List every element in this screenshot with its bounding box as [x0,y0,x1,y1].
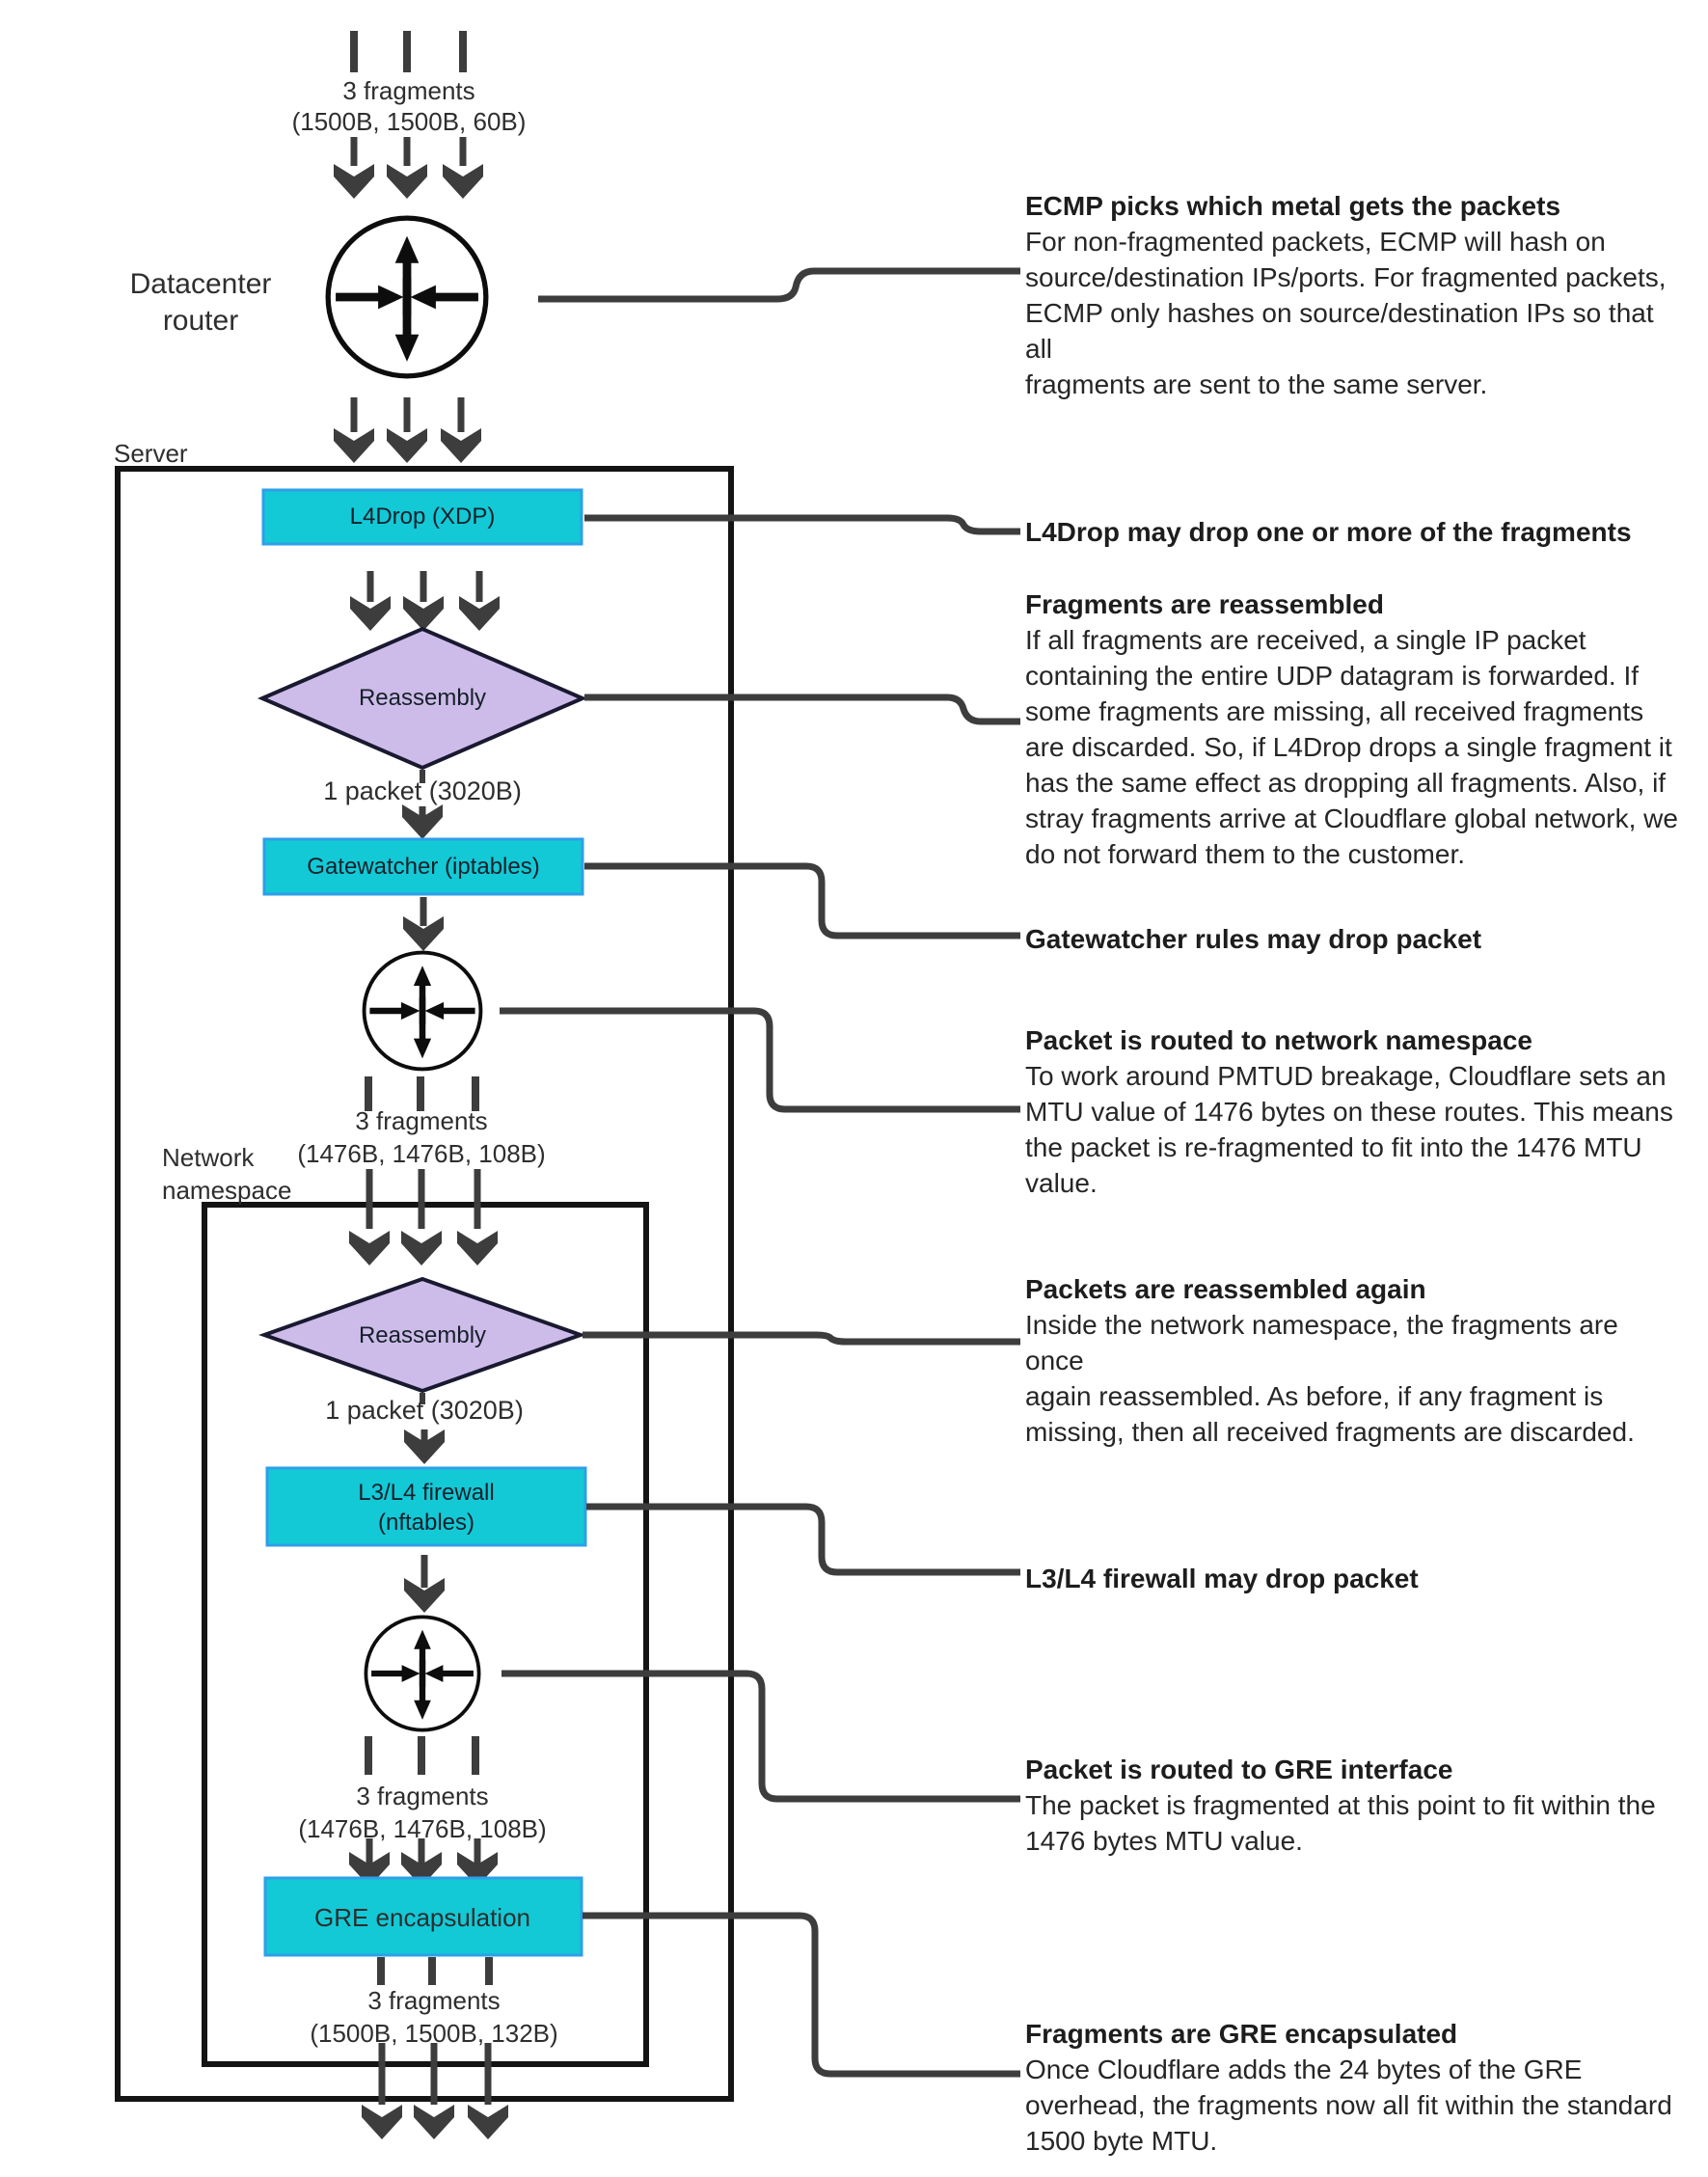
arrows-exit [362,2043,508,2139]
annotation-line: are discarded. So, if L4Drop drops a single fragment it [1025,732,1672,762]
annotation-block [1025,1561,1681,1596]
annotation-line: Once Cloudflare adds the 24 bytes of the GRE [1025,2055,1583,2084]
annotation-line: has the same effect as dropping all fragments. Also, if [1025,768,1667,798]
gre-label: GRE encapsulation [313,1903,531,1932]
packet1-label: 1 packet (3020B) [323,776,522,805]
server-label: Server [114,439,188,468]
firewall-label-2: (nftables) [377,1510,475,1536]
arrows-l4drop-to-reassembly [350,571,500,631]
gre-router-icon [366,1617,478,1729]
annotation-heading: Gatewatcher rules may drop packet [1025,924,1482,954]
annotation-line: the packet is re-fragmented to fit into the 1476 MTU [1025,1132,1642,1162]
annotation-heading: Fragments are reassembled [1025,589,1384,619]
mid-fragments-label: 3 fragments [355,1106,488,1135]
annotation-line: 1476 bytes MTU value. [1025,1826,1303,1856]
annotation-line: stray fragments arrive at Cloudflare global network, we [1025,803,1678,833]
network-namespace-label-1: Network [162,1143,255,1172]
arrows-into-namespace [349,1169,498,1265]
datacenter-router-label-1: Datacenter [129,268,272,300]
annotation-line: For non-fragmented packets, ECMP will hash on [1025,227,1606,257]
annotation-line: MTU value of 1476 bytes on these routes. This means [1025,1097,1673,1127]
datacenter-router-label-2: router [162,305,239,337]
annotation-line: value. [1025,1168,1098,1198]
annotation-block [1025,921,1681,957]
annotation-line: fragments are sent to the same server. [1025,369,1488,399]
arrows-into-router [334,137,483,199]
gre-fragments-sizes: (1476B, 1476B, 108B) [298,1814,547,1843]
annotation-heading: L4Drop may drop one or more of the fragments [1025,517,1632,547]
reassembly2-label: Reassembly [358,1322,487,1348]
namespace-router-icon [365,953,481,1070]
bottom-fragments-sizes: (1500B, 1500B, 132B) [310,2019,558,2048]
annotation-block [1025,1022,1681,1201]
annotation-heading: Packets are reassembled again [1025,1274,1426,1304]
annotation-block [1025,1271,1681,1450]
bottom-fragments-label: 3 fragments [367,1986,501,2015]
annotation-line: Inside the network namespace, the fragments are once [1025,1310,1618,1375]
fragment-ticks-bottom [381,1957,489,1985]
annotation-line: overhead, the fragments now all fit within the standard [1025,2090,1672,2120]
datacenter-router-icon [328,218,486,376]
annotation-line: 1500 byte MTU. [1025,2126,1218,2156]
fragment-ticks-top [354,31,463,72]
annotation-line: some fragments are missing, all received fragments [1025,696,1644,726]
annotation-line: missing, then all received fragments are discarded. [1025,1417,1635,1447]
gatewatcher-label: Gatewatcher (iptables) [307,854,540,880]
annotation-line: The packet is fragmented at this point to fit within the [1025,1790,1656,1820]
annotation-heading: ECMP picks which metal gets the packets [1025,191,1561,221]
annotation-line: If all fragments are received, a single IP packet [1025,625,1586,655]
annotation-heading: L3/L4 firewall may drop packet [1025,1564,1419,1593]
annotation-heading: Packet is routed to GRE interface [1025,1755,1453,1784]
annotation-line: source/destination IPs/ports. For fragmented packets, [1025,262,1667,292]
annotation-block [1025,2016,1681,2159]
firewall-label-1: L3/L4 firewall [358,1480,495,1506]
reassembly1-label: Reassembly [358,685,487,711]
network-namespace-label-2: namespace [162,1176,292,1205]
annotation-block [1025,188,1681,402]
arrows-router-to-server [334,397,481,463]
annotation-line: To work around PMTUD breakage, Cloudflare sets an [1025,1061,1667,1091]
annotation-line: ECMP only hashes on source/destination IPs so that all [1025,298,1654,364]
top-fragments-sizes: (1500B, 1500B, 60B) [291,107,527,136]
annotation-block [1025,586,1681,872]
annotation-block [1025,514,1681,550]
gre-fragments-label: 3 fragments [356,1782,489,1810]
annotation-heading: Packet is routed to network namespace [1025,1025,1532,1055]
fragment-ticks-gre [368,1736,475,1775]
annotation-line: again reassembled. As before, if any fragment is [1025,1381,1604,1411]
packet2-label: 1 packet (3020B) [325,1396,524,1425]
l4drop-label: L4Drop (XDP) [349,503,496,530]
annotation-block [1025,1752,1681,1859]
top-fragments-label: 3 fragments [342,76,475,105]
annotation-line: containing the entire UDP datagram is forwarded. If [1025,661,1640,691]
mid-fragments-sizes: (1476B, 1476B, 108B) [297,1139,546,1168]
annotation-heading: Fragments are GRE encapsulated [1025,2019,1458,2049]
annotation-line: do not forward them to the customer. [1025,839,1466,869]
